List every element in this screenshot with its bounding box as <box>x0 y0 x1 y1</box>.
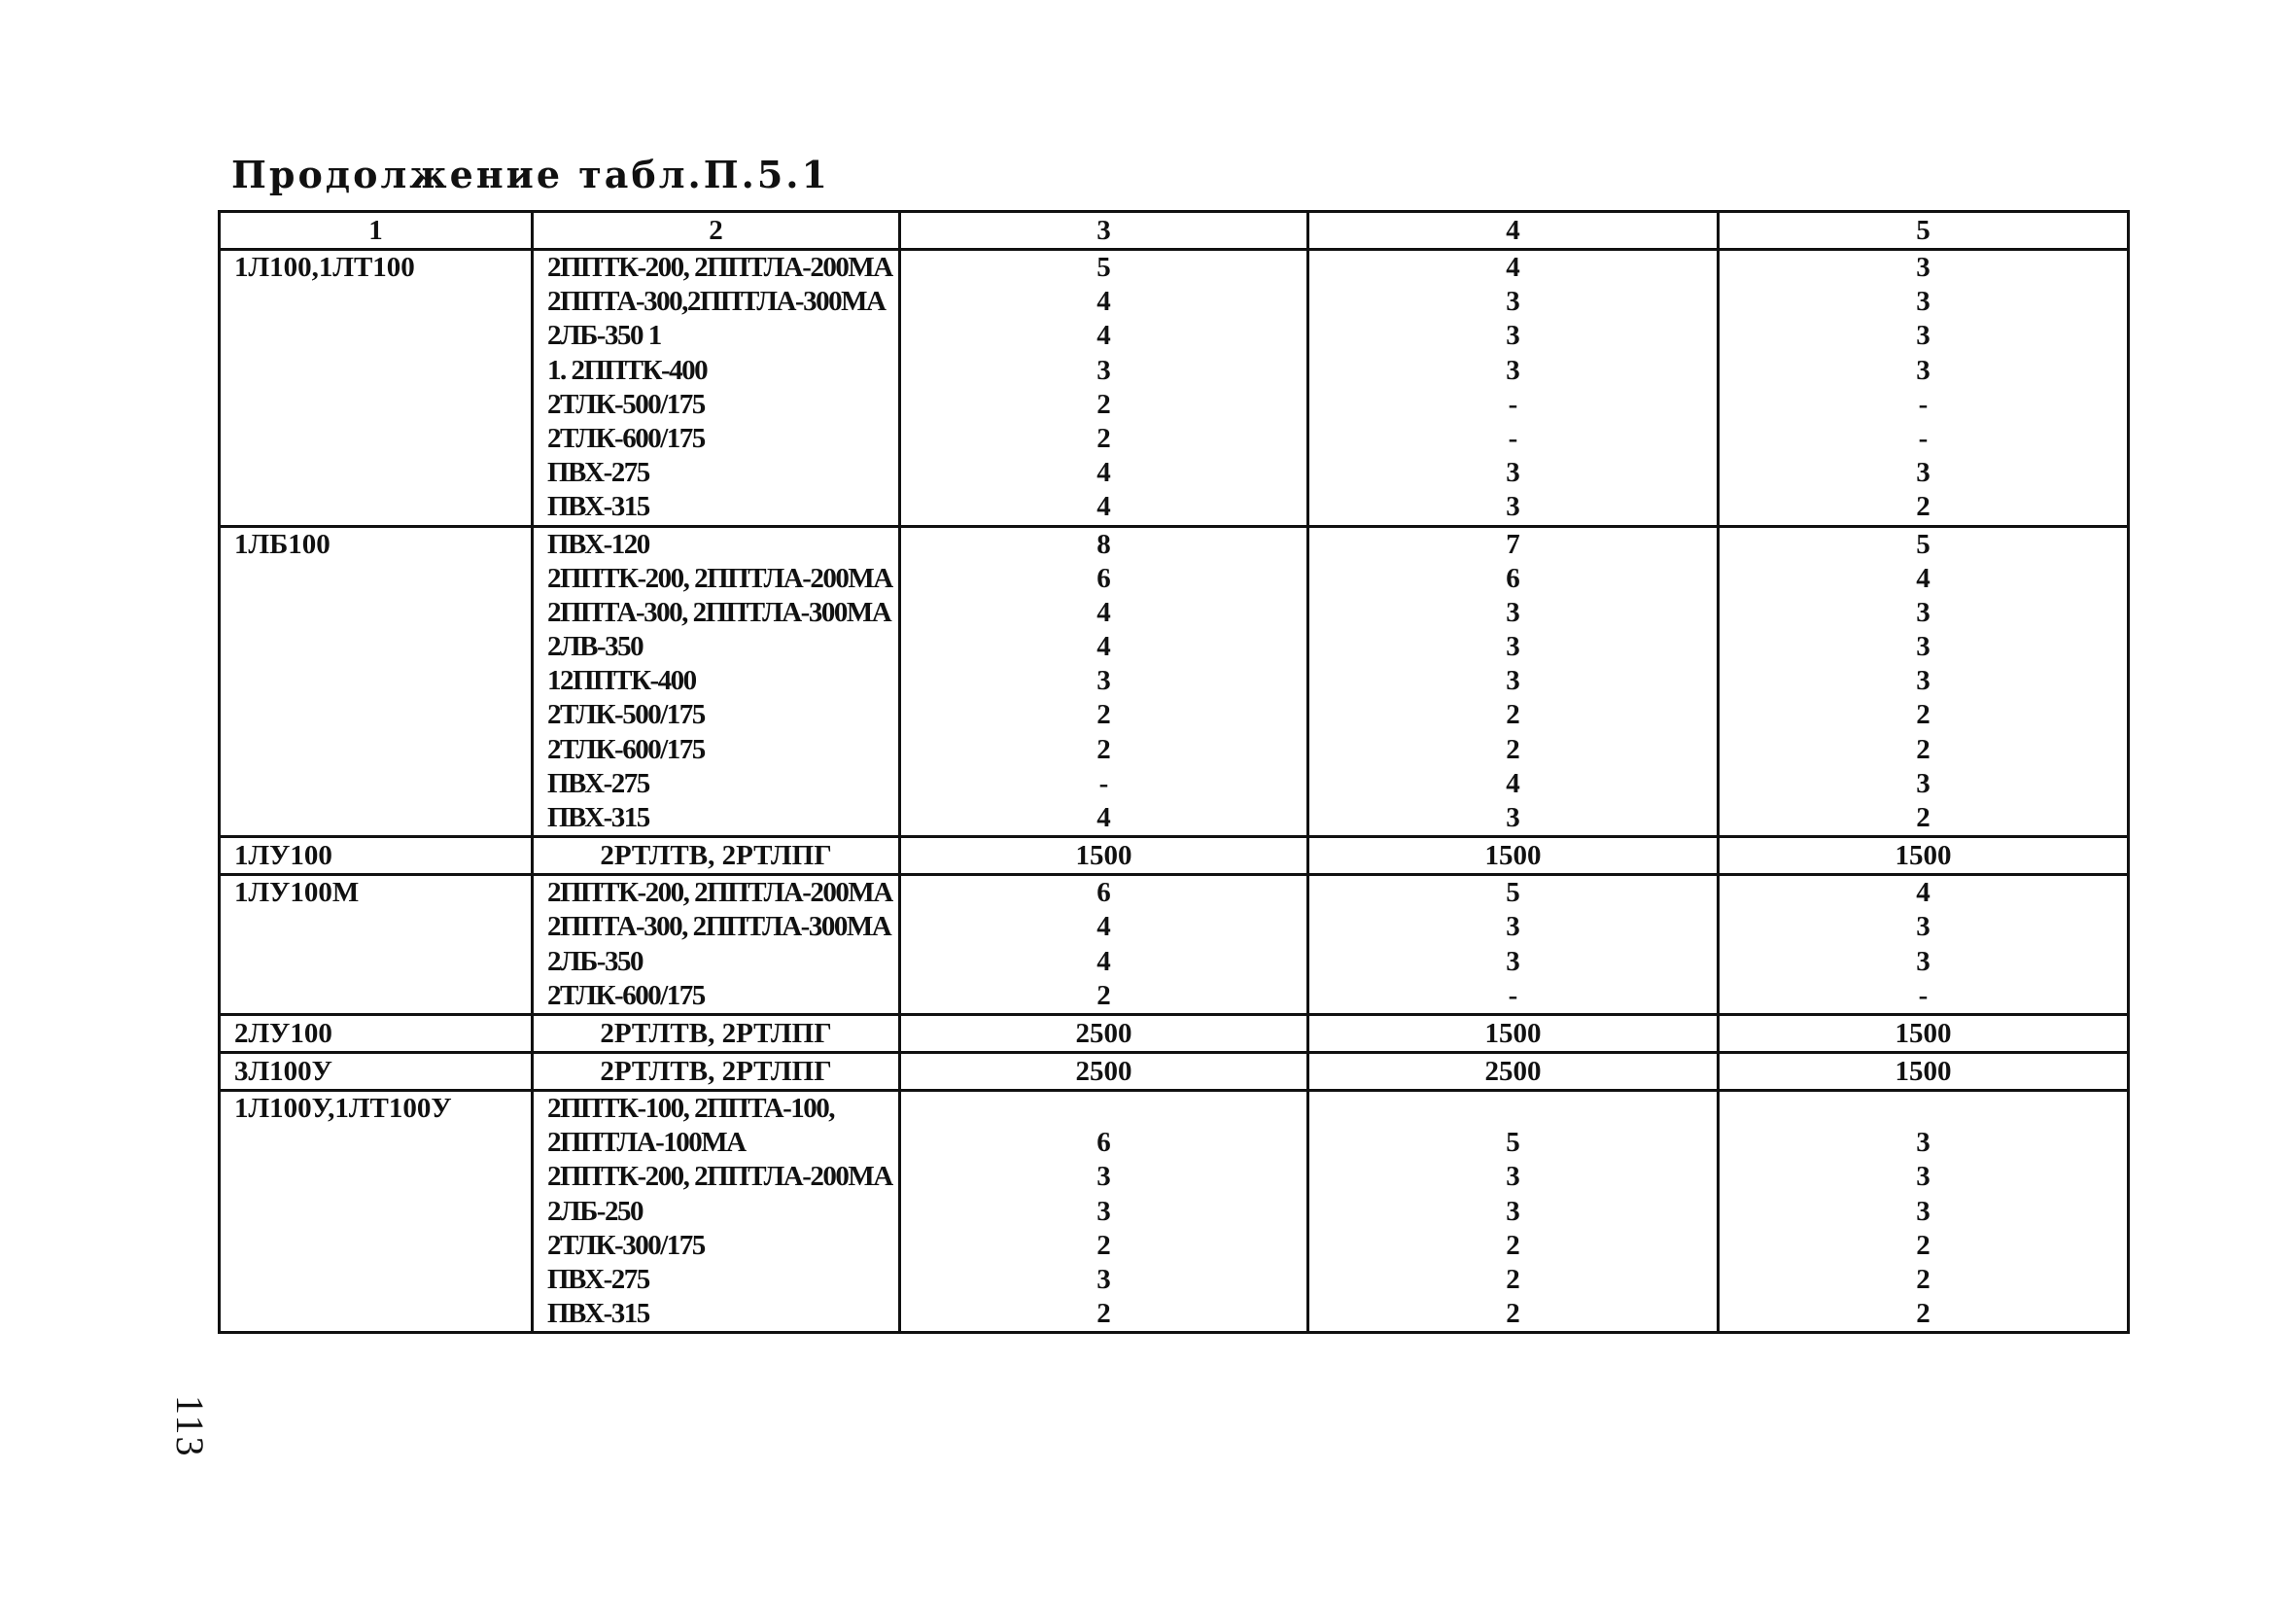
value-col-3: 3 <box>1096 665 1111 697</box>
value-col-5: 4 <box>1916 877 1931 909</box>
machine-model-cell <box>220 875 533 1015</box>
value-col-5: 1500 <box>1895 1055 1952 1087</box>
value-col-4-cell <box>1308 837 1719 875</box>
equipment-item-cell <box>533 250 900 527</box>
value-col-4: 1500 <box>1484 840 1542 872</box>
value-col-3: 3 <box>1096 1161 1111 1193</box>
value-col-5: 3 <box>1916 1127 1931 1159</box>
value-col-4-cell <box>1308 1014 1719 1052</box>
value-col-4: 2 <box>1506 699 1520 731</box>
value-col-5-cell <box>1719 1090 2129 1332</box>
header-cell-4: 4 <box>1308 212 1719 250</box>
value-col-4: 3 <box>1506 457 1520 489</box>
equipment-item: ПВХ-315 <box>547 1298 649 1330</box>
value-col-4: 2 <box>1506 1229 1520 1261</box>
header-cell-1: 1 <box>220 212 533 250</box>
equipment-item: 2ТЛК-500/175 <box>547 699 705 731</box>
value-col-4 <box>1309 1092 1717 1126</box>
value-col-4: 3 <box>1506 665 1520 697</box>
value-col-3: 6 <box>1096 562 1111 594</box>
value-col-5: 5 <box>1916 528 1931 560</box>
value-col-3: 2 <box>1096 1229 1111 1261</box>
value-col-4: 2 <box>1506 1263 1520 1295</box>
machine-model-cell <box>220 526 533 837</box>
header-cell-3: 3 <box>900 212 1308 250</box>
machine-model: 1Л100У,1ЛТ100У <box>234 1092 452 1124</box>
machine-model: 1Л100,1ЛТ100 <box>234 252 415 283</box>
value-col-4: - <box>1508 422 1518 454</box>
table-row <box>220 1090 2129 1332</box>
value-col-5: 3 <box>1916 286 1931 318</box>
machine-model-cell <box>220 837 533 875</box>
value-col-3: 4 <box>1096 945 1111 977</box>
equipment-item: 2ТЛК-600/175 <box>547 979 705 1011</box>
value-col-4: 2 <box>1506 1298 1520 1330</box>
value-col-3-cell <box>900 837 1308 875</box>
value-col-3: 4 <box>1096 286 1111 318</box>
value-col-4: - <box>1508 979 1518 1011</box>
value-col-3: 2500 <box>1075 1055 1132 1087</box>
machine-model: 1ЛУ100М <box>234 877 360 909</box>
equipment-item: ПВХ-315 <box>547 491 649 523</box>
equipment-item: 2ЛБ-350 1 <box>547 320 661 352</box>
machine-model-cell <box>220 1052 533 1090</box>
value-col-4-cell <box>1308 1052 1719 1090</box>
value-col-5 <box>1720 1092 2127 1126</box>
equipment-item: 2ЛВ-350 <box>547 631 644 663</box>
equipment-item: 2РТЛТВ, 2РТЛПГ <box>600 1017 832 1049</box>
value-col-3: 4 <box>1096 320 1111 352</box>
equipment-item: 2ППТК-200, 2ППТЛА-200МА <box>547 1161 892 1193</box>
value-col-5: 1500 <box>1895 1017 1952 1049</box>
value-col-5: 3 <box>1916 1161 1931 1193</box>
equipment-item: 2ЛБ-250 <box>547 1195 643 1227</box>
value-col-3: 3 <box>1096 1263 1111 1295</box>
value-col-4-cell <box>1308 526 1719 837</box>
value-col-5: 2 <box>1916 1229 1931 1261</box>
value-col-3-cell <box>900 1052 1308 1090</box>
value-col-3-cell <box>900 875 1308 1015</box>
value-col-3: 2 <box>1096 1298 1111 1330</box>
value-col-3: 2 <box>1096 733 1111 765</box>
value-col-4: 5 <box>1506 877 1520 909</box>
value-col-5-cell <box>1719 837 2129 875</box>
value-col-5: 2 <box>1916 491 1931 523</box>
value-col-3: 4 <box>1096 802 1111 833</box>
equipment-item-cell <box>533 837 900 875</box>
equipment-item: 2РТЛТВ, 2РТЛПГ <box>600 840 832 872</box>
value-col-5: 3 <box>1916 767 1931 799</box>
value-col-5: 3 <box>1916 320 1931 352</box>
equipment-item: ПВХ-120 <box>547 528 649 560</box>
value-col-3-cell <box>900 526 1308 837</box>
equipment-item: 2ППТА-300, 2ППТЛА-300МА <box>547 596 891 628</box>
equipment-item: ПВХ-275 <box>547 457 649 489</box>
value-col-4: 3 <box>1506 596 1520 628</box>
value-col-3: 4 <box>1096 596 1111 628</box>
machine-model-cell <box>220 1014 533 1052</box>
equipment-item: 2ТЛК-300/175 <box>547 1229 705 1261</box>
header-cell-5: 5 <box>1719 212 2129 250</box>
value-col-3: 2 <box>1096 422 1111 454</box>
value-col-4: 6 <box>1506 562 1520 594</box>
equipment-item: ПВХ-315 <box>547 802 649 833</box>
value-col-5: 3 <box>1916 457 1931 489</box>
value-col-4: 3 <box>1506 911 1520 943</box>
table-row <box>220 1052 2129 1090</box>
value-col-4: 4 <box>1506 767 1520 799</box>
value-col-5: 2 <box>1916 1298 1931 1330</box>
machine-model: 1ЛБ100 <box>234 528 330 560</box>
table-row <box>220 250 2129 527</box>
value-col-5: 2 <box>1916 699 1931 731</box>
value-col-3-cell <box>900 1014 1308 1052</box>
value-col-5: 3 <box>1916 252 1931 283</box>
equipment-item: ПВХ-275 <box>547 767 649 799</box>
value-col-5: 3 <box>1916 631 1931 663</box>
value-col-3: 2 <box>1096 388 1111 420</box>
value-col-4: 3 <box>1506 320 1520 352</box>
equipment-item-cell <box>533 526 900 837</box>
machine-model-cell <box>220 250 533 527</box>
equipment-item: 1. 2ППТК-400 <box>547 354 708 386</box>
value-col-4-cell <box>1308 1090 1719 1332</box>
machine-model-cell <box>220 1090 533 1332</box>
value-col-3: 1500 <box>1075 840 1132 872</box>
equipment-item: 2ТЛК-600/175 <box>547 733 705 765</box>
value-col-4: 3 <box>1506 491 1520 523</box>
value-col-5-cell <box>1719 250 2129 527</box>
value-col-5: - <box>1918 979 1929 1011</box>
equipment-item: 2ППТК-200, 2ППТЛА-200МА <box>547 877 892 909</box>
equipment-item: 2ЛБ-350 <box>547 945 643 977</box>
value-col-5: 3 <box>1916 911 1931 943</box>
value-col-4: 3 <box>1506 1161 1520 1193</box>
value-col-3: 8 <box>1096 528 1111 560</box>
value-col-4: 7 <box>1506 528 1520 560</box>
value-col-3: 5 <box>1096 252 1111 283</box>
value-col-5-cell <box>1719 875 2129 1015</box>
value-col-3: 3 <box>1096 1195 1111 1227</box>
value-col-5-cell <box>1719 1052 2129 1090</box>
value-col-5: - <box>1918 422 1929 454</box>
value-col-4: 3 <box>1506 286 1520 318</box>
value-col-4: 5 <box>1506 1127 1520 1159</box>
header-cell-2: 2 <box>533 212 900 250</box>
table-continuation-title: Продолжение табл.П.5.1 <box>231 153 830 196</box>
value-col-5: 3 <box>1916 354 1931 386</box>
value-col-5: 3 <box>1916 596 1931 628</box>
value-col-4: - <box>1508 388 1518 420</box>
equipment-item: ПВХ-275 <box>547 1263 649 1295</box>
value-col-3-cell <box>900 250 1308 527</box>
value-col-3-cell <box>900 1090 1308 1332</box>
data-table <box>218 210 2130 1334</box>
value-col-5: 4 <box>1916 562 1931 594</box>
value-col-3: 2 <box>1096 979 1111 1011</box>
equipment-item: 2ППТК-200, 2ППТЛА-200МА <box>547 252 892 283</box>
value-col-5: - <box>1918 388 1929 420</box>
table-row <box>220 526 2129 837</box>
value-col-4: 3 <box>1506 631 1520 663</box>
value-col-4: 3 <box>1506 1195 1520 1227</box>
machine-model: 2ЛУ100 <box>234 1017 332 1049</box>
equipment-item: 2ТЛК-500/175 <box>547 388 705 420</box>
value-col-5-cell <box>1719 526 2129 837</box>
equipment-item-cell <box>533 1014 900 1052</box>
equipment-item-cell <box>533 875 900 1015</box>
equipment-item-cell <box>533 1052 900 1090</box>
value-col-3: 4 <box>1096 491 1111 523</box>
equipment-item: 2ТЛК-600/175 <box>547 422 705 454</box>
value-col-5: 3 <box>1916 945 1931 977</box>
equipment-item: 12ППТК-400 <box>547 665 696 697</box>
equipment-item: 2ППТА-300, 2ППТЛА-300МА <box>547 911 891 943</box>
equipment-item: 2ППТК-200, 2ППТЛА-200МА <box>547 562 892 594</box>
value-col-5: 2 <box>1916 733 1931 765</box>
page-number: 113 <box>168 1395 212 1458</box>
value-col-3: 2 <box>1096 699 1111 731</box>
machine-model: 1ЛУ100 <box>234 840 332 872</box>
value-col-5: 3 <box>1916 1195 1931 1227</box>
value-col-3: 6 <box>1096 1127 1111 1159</box>
value-col-4-cell <box>1308 250 1719 527</box>
equipment-item: 2ППТК-100, 2ППТА-100, <box>547 1092 835 1124</box>
value-col-3: 4 <box>1096 911 1111 943</box>
value-col-3 <box>901 1092 1306 1126</box>
value-col-5: 1500 <box>1895 840 1952 872</box>
table-row <box>220 837 2129 875</box>
value-col-5: 2 <box>1916 802 1931 833</box>
value-col-5: 3 <box>1916 665 1931 697</box>
table-row <box>220 875 2129 1015</box>
value-col-4-cell <box>1308 875 1719 1015</box>
value-col-4: 3 <box>1506 354 1520 386</box>
equipment-item: 2ППТА-300,2ППТЛА-300МА <box>547 286 886 318</box>
value-col-4: 2500 <box>1484 1055 1542 1087</box>
equipment-item: 2РТЛТВ, 2РТЛПГ <box>600 1055 832 1087</box>
value-col-3: 4 <box>1096 631 1111 663</box>
value-col-3: 4 <box>1096 457 1111 489</box>
value-col-4: 3 <box>1506 945 1520 977</box>
value-col-4: 2 <box>1506 733 1520 765</box>
value-col-5-cell <box>1719 1014 2129 1052</box>
value-col-5: 2 <box>1916 1263 1931 1295</box>
value-col-4: 3 <box>1506 802 1520 833</box>
equipment-item: 2ППТЛА-100МА <box>547 1127 746 1159</box>
value-col-4: 1500 <box>1484 1017 1542 1049</box>
table-body <box>220 250 2129 1333</box>
value-col-3: 6 <box>1096 877 1111 909</box>
value-col-4: 4 <box>1506 252 1520 283</box>
value-col-3: 2500 <box>1075 1017 1132 1049</box>
value-col-3: - <box>1098 767 1109 799</box>
equipment-item-cell <box>533 1090 900 1332</box>
header-row <box>220 212 2129 250</box>
machine-model: 3Л100У <box>234 1055 332 1087</box>
value-col-3: 3 <box>1096 354 1111 386</box>
table-row <box>220 1014 2129 1052</box>
